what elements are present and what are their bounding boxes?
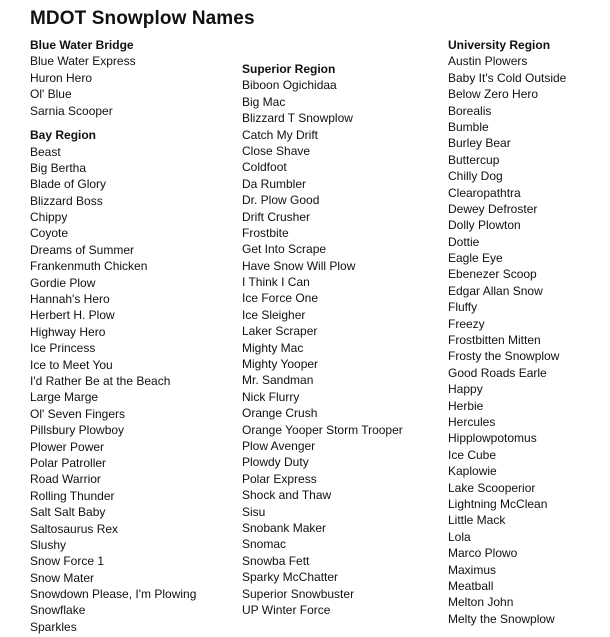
plow-name-item: Snow Force 1 <box>30 554 105 569</box>
plow-name-item: Large Marge <box>30 390 99 405</box>
plow-name-item: Chilly Dog <box>448 169 503 184</box>
plow-name-item: Hipplowpotomus <box>448 431 537 446</box>
plow-name-item: Beast <box>30 144 61 159</box>
plow-name-item: I Think I Can <box>242 275 310 290</box>
region-section-university-region <box>448 37 566 627</box>
plow-name-item: Eagle Eye <box>448 251 503 266</box>
region-heading: Superior Region <box>242 62 336 76</box>
plow-name-item: Sisu <box>242 504 266 519</box>
plow-name-item: Highway Hero <box>30 324 106 339</box>
plow-name-item: Road Warrior <box>30 472 101 487</box>
plow-name-item: Dewey Defroster <box>448 201 538 216</box>
plow-name-item: Close Shave <box>242 143 311 158</box>
plow-name-item: Saltosaurus Rex <box>30 521 119 536</box>
plow-name-item: Freezy <box>448 316 485 331</box>
plow-name-item: Ebenezer Scoop <box>448 267 537 282</box>
column-1 <box>30 37 196 635</box>
region-heading: University Region <box>448 38 551 52</box>
plow-name-item: Snomac <box>242 537 287 552</box>
plow-name-item: Fluffy <box>448 300 478 315</box>
plow-name-item: Drift Crusher <box>242 209 311 224</box>
plow-name-item: Da Rumbler <box>242 176 307 191</box>
region-heading: Bay Region <box>30 128 97 143</box>
plow-name-item: Ice Sleigher <box>242 307 306 322</box>
plow-name-item: Sparky McChatter <box>242 570 339 585</box>
plow-name-item: Dolly Plowton <box>448 218 521 233</box>
plow-name-item: Lightning McClean <box>448 496 548 511</box>
plow-name-item: Maximus <box>448 562 497 577</box>
plow-name-item: I'd Rather Be at the Beach <box>30 374 171 388</box>
plow-name-item: Ice Cube <box>448 447 497 462</box>
plow-name-item: Lola <box>448 529 471 544</box>
plow-name-item: Mighty Mac <box>242 340 304 355</box>
plow-name-item: Borealis <box>448 103 492 118</box>
region-section-superior-region <box>242 61 403 618</box>
plow-name-item: Ice Princess <box>30 341 96 356</box>
plow-name-item: Burley Bear <box>448 136 511 151</box>
plow-name-item: Catch My Drift <box>242 127 319 142</box>
plow-name-item: Austin Plowers <box>448 54 528 69</box>
plow-name-item: Ol' Blue <box>30 87 72 102</box>
plow-name-item: Polar Patroller <box>30 455 107 470</box>
plow-name-item: Nick Flurry <box>242 389 300 404</box>
plow-name-item: Blizzard Boss <box>30 193 103 208</box>
plow-name-item: Coyote <box>30 226 69 241</box>
plow-name-item: Good Roads Earle <box>448 365 547 380</box>
plow-name-item: Herbert H. Plow <box>30 308 115 323</box>
plow-name-item: Little Mack <box>448 513 506 528</box>
plow-name-item: Herbie <box>448 398 484 413</box>
plow-name-item: Pillsbury Plowboy <box>30 423 125 438</box>
plow-name-item: Rolling Thunder <box>30 488 115 503</box>
plow-name-item: Blizzard T Snowplow <box>242 111 353 126</box>
plow-name-item: Marco Plowo <box>448 546 518 561</box>
plow-name-item: Laker Scraper <box>242 324 318 339</box>
plow-name-item: Bumble <box>448 119 489 134</box>
plow-name-item: Kaplowie <box>448 464 497 479</box>
plow-name-item: Below Zero Hero <box>448 87 539 102</box>
plow-name-item: Shock and Thaw <box>242 488 332 503</box>
plow-name-item: Big Bertha <box>30 160 87 175</box>
column-3 <box>448 37 566 627</box>
page-title: MDOT Snowplow Names <box>30 8 255 29</box>
plow-name-item: Edgar Allan Snow <box>448 283 543 298</box>
plow-name-item: Orange Crush <box>242 406 318 421</box>
plow-name-item: Snowflake <box>30 603 86 618</box>
plow-name-item: Mighty Yooper <box>242 357 319 372</box>
plow-name-item: Meatball <box>448 578 494 593</box>
plow-name-item: Frostbitten Mitten <box>448 333 541 348</box>
region-section-bay-region <box>30 127 196 635</box>
plow-name-item: Salt Salt Baby <box>30 505 106 520</box>
region-heading: Blue Water Bridge <box>30 38 134 52</box>
plow-name-item: Buttercup <box>448 152 500 167</box>
plow-name-item: Plowdy Duty <box>242 455 309 470</box>
plow-name-item: Blade of Glory <box>30 177 107 192</box>
plow-name-item: Huron Hero <box>30 70 93 85</box>
plow-name-item: Plow Avenger <box>242 438 316 453</box>
plow-name-item: Plower Power <box>30 439 105 454</box>
plow-name-item: Happy <box>448 382 483 397</box>
plow-name-item: Baby It's Cold Outside <box>448 70 567 85</box>
region-section-blue-water-bridge <box>30 37 196 119</box>
plow-name-item: Biboon Ogichidaa <box>242 78 337 93</box>
plow-name-item: Orange Yooper Storm Trooper <box>242 422 403 437</box>
plow-name-item: Superior Snowbuster <box>242 586 355 601</box>
plow-name-item: Slushy <box>30 537 67 552</box>
plow-name-item: Snobank Maker <box>242 520 327 535</box>
plow-name-item: Hercules <box>448 414 496 429</box>
plow-name-item: Coldfoot <box>242 160 287 175</box>
plow-name-item: Ice Force One <box>242 291 319 306</box>
plow-name-item: Hannah's Hero <box>30 292 110 307</box>
plow-name-item: Chippy <box>30 210 68 225</box>
plow-name-item: Melty the Snowplow <box>448 611 555 626</box>
plow-name-item: UP Winter Force <box>242 602 331 617</box>
plow-name-item: Polar Express <box>242 471 317 486</box>
plow-name-item: Snowdown Please, I'm Plowing <box>30 587 197 602</box>
plow-name-item: Get Into Scrape <box>242 242 327 257</box>
plow-name-item: Frankenmuth Chicken <box>30 259 148 274</box>
plow-name-item: Sarnia Scooper <box>30 103 113 118</box>
plow-name-item: Clearopathtra <box>448 185 521 200</box>
plow-name-item: Frosty the Snowplow <box>448 349 560 364</box>
plow-name-item: Mr. Sandman <box>242 373 314 388</box>
plow-name-item: Ol' Seven Fingers <box>30 406 125 421</box>
plow-name-item: Sparkles <box>30 619 77 634</box>
plow-name-item: Dr. Plow Good <box>242 193 320 208</box>
plow-name-item: Dreams of Summer <box>30 242 135 257</box>
plow-name-item: Blue Water Express <box>30 54 136 69</box>
plow-name-item: Snow Mater <box>30 570 95 585</box>
plow-name-item: Lake Scooperior <box>448 480 536 495</box>
plow-name-item: Snowba Fett <box>242 553 310 568</box>
plow-name-item: Big Mac <box>242 94 286 109</box>
plow-name-item: Frostbite <box>242 225 289 240</box>
plow-name-item: Melton John <box>448 595 514 610</box>
plow-name-item: Ice to Meet You <box>30 357 113 372</box>
plow-name-item: Gordie Plow <box>30 275 96 290</box>
plow-name-item: Dottie <box>448 234 480 249</box>
column-2 <box>242 61 403 618</box>
plow-name-item: Have Snow Will Plow <box>242 258 356 273</box>
